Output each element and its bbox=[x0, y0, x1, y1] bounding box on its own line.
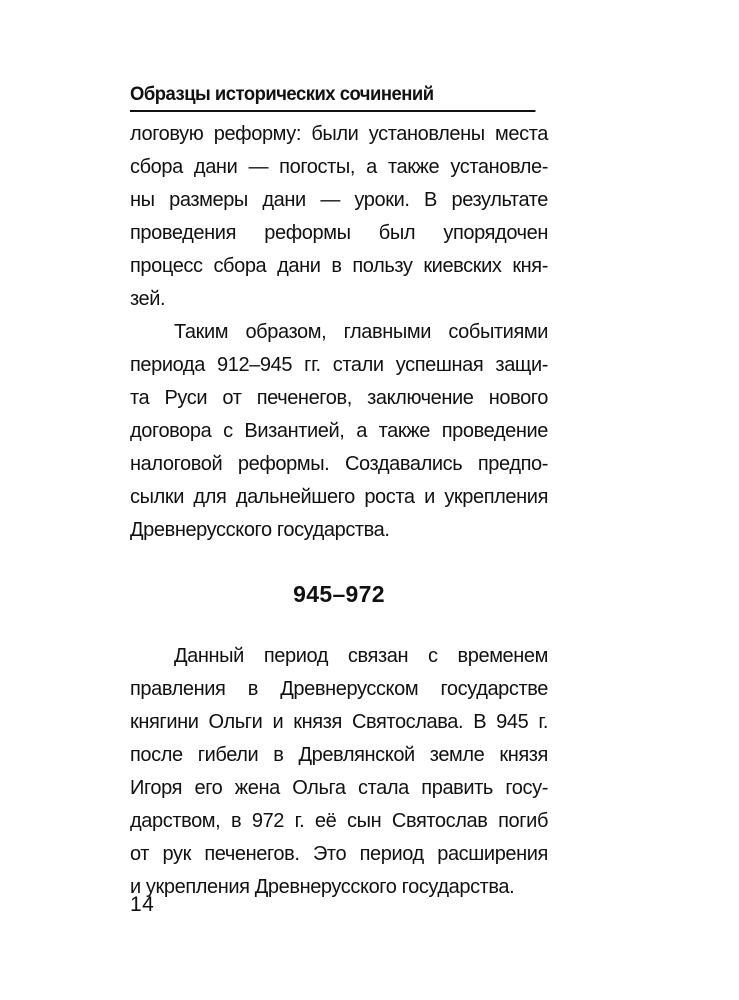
text-line: ны размеры дани — уроки. В результате bbox=[130, 189, 548, 211]
paragraph-continuation bbox=[130, 118, 548, 316]
text-line: сылки для дальнейшего роста и укрепления bbox=[130, 486, 548, 508]
text-line: от рук печенегов. Это период расширения bbox=[130, 843, 548, 865]
text-line: процесс сбора дани в пользу киевских кня- bbox=[130, 255, 548, 277]
text-line: логовую реформу: были установлены места bbox=[130, 123, 548, 145]
book-page bbox=[130, 84, 548, 904]
text-line: правления в Древнерусском государстве bbox=[130, 678, 548, 700]
text-line: проведения реформы был упорядочен bbox=[130, 222, 548, 244]
text-line: княгини Ольги и князя Святослава. В 945 г. bbox=[130, 711, 548, 733]
text-line: и укрепления Древнерусского государства. bbox=[130, 876, 515, 898]
paragraph-conclusion bbox=[130, 316, 548, 547]
text-line: Данный период связан с временем bbox=[174, 645, 548, 667]
text-line: дарством, в 972 г. её сын Святослав погиб bbox=[130, 810, 548, 832]
text-line: налоговой реформы. Создавались предпо- bbox=[130, 453, 548, 475]
section-heading: 945–972 bbox=[293, 581, 385, 607]
text-line: Игоря его жена Ольга стала править госу- bbox=[130, 777, 548, 799]
paragraph-section-intro bbox=[130, 640, 548, 904]
text-line: договора с Византией, а также проведение bbox=[130, 420, 548, 442]
text-line: сбора дани — погосты, а также установле- bbox=[130, 156, 548, 178]
page-number: 14 bbox=[130, 893, 155, 916]
text-line: Древнерусского государства. bbox=[130, 519, 390, 541]
text-line: после гибели в Древлянской земле князя bbox=[130, 744, 548, 766]
text-line: Таким образом, главными событиями bbox=[174, 321, 548, 343]
text-line: та Руси от печенегов, заключение нового bbox=[130, 387, 548, 409]
text-line: периода 912–945 гг. стали успешная защи- bbox=[130, 354, 548, 376]
running-header: Образцы исторических сочинений bbox=[130, 84, 535, 112]
text-line: зей. bbox=[130, 288, 166, 310]
